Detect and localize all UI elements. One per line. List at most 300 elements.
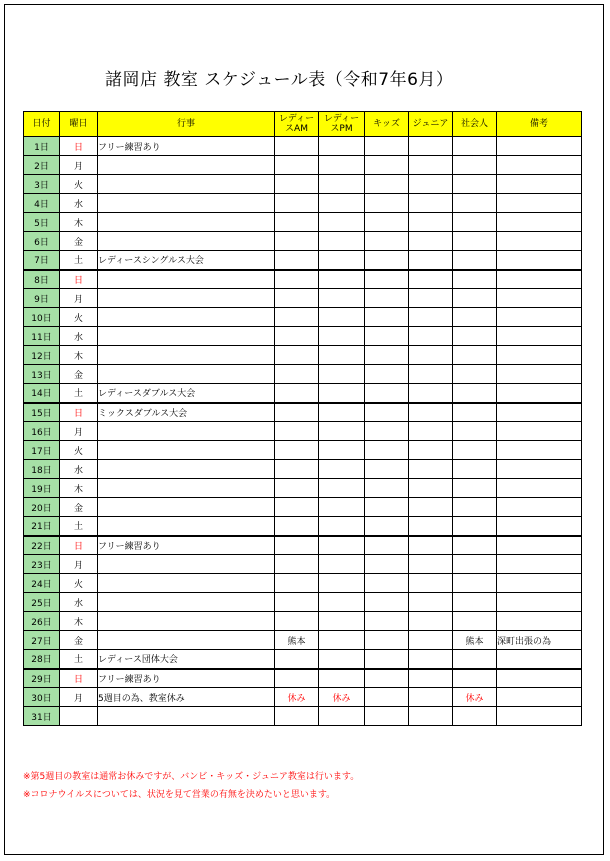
weekday-cell: 日 [60,137,98,156]
table-row [24,593,582,612]
schedule-sheet [4,4,604,855]
table-row [24,479,582,498]
adult-cell [453,289,497,308]
kids-cell [365,612,409,631]
ladies-pm-cell [319,213,365,232]
header-row [24,112,582,137]
kids-cell [365,669,409,688]
table-row [24,175,582,194]
junior-cell [409,365,453,384]
date-cell: 6日 [24,232,60,251]
date-cell: 21日 [24,517,60,536]
remarks-cell [497,365,582,384]
weekday-cell: 土 [60,384,98,403]
ladies-pm-cell [319,441,365,460]
date-cell: 3日 [24,175,60,194]
junior-cell [409,688,453,707]
table-row [24,213,582,232]
ladies-pm-cell [319,194,365,213]
table-row [24,137,582,156]
date-cell: 1日 [24,137,60,156]
event-cell [98,441,275,460]
date-cell: 16日 [24,422,60,441]
ladies-pm-cell [319,422,365,441]
ladies-am-cell [275,650,319,669]
ladies-am-cell [275,669,319,688]
junior-cell [409,232,453,251]
table-row [24,403,582,422]
ladies-pm-cell [319,574,365,593]
event-cell: レディースシングルス大会 [98,251,275,270]
weekday-cell: 土 [60,251,98,270]
adult-cell [453,346,497,365]
weekday-cell: 金 [60,631,98,650]
remarks-cell [497,688,582,707]
ladies-pm-cell: 休み [319,688,365,707]
remarks-cell [497,175,582,194]
weekday-cell: 日 [60,270,98,289]
junior-cell [409,574,453,593]
table-row [24,156,582,175]
remarks-cell [497,137,582,156]
table-row [24,194,582,213]
kids-cell [365,460,409,479]
adult-cell [453,498,497,517]
junior-cell [409,479,453,498]
weekday-cell: 火 [60,175,98,194]
ladies-pm-cell [319,384,365,403]
ladies-pm-cell [319,612,365,631]
adult-cell [453,650,497,669]
date-cell: 26日 [24,612,60,631]
adult-cell [453,612,497,631]
event-cell [98,346,275,365]
adult-cell [453,251,497,270]
kids-cell [365,137,409,156]
junior-cell [409,308,453,327]
date-cell: 9日 [24,289,60,308]
table-row [24,327,582,346]
weekday-cell: 木 [60,479,98,498]
remarks-cell [497,669,582,688]
adult-cell [453,479,497,498]
header-junior: ジュニア [409,112,453,137]
adult-cell [453,194,497,213]
weekday-cell: 水 [60,194,98,213]
event-cell: フリー練習あり [98,536,275,555]
remarks-cell [497,403,582,422]
adult-cell [453,327,497,346]
junior-cell [409,707,453,726]
kids-cell [365,403,409,422]
remarks-cell [497,612,582,631]
event-cell [98,289,275,308]
event-cell [98,422,275,441]
junior-cell [409,403,453,422]
adult-cell [453,517,497,536]
ladies-am-cell [275,612,319,631]
weekday-cell: 土 [60,650,98,669]
ladies-am-cell [275,460,319,479]
event-cell [98,498,275,517]
ladies-pm-cell [319,479,365,498]
junior-cell [409,270,453,289]
junior-cell [409,384,453,403]
junior-cell [409,213,453,232]
ladies-pm-cell [319,251,365,270]
event-cell [98,517,275,536]
ladies-pm-cell [319,156,365,175]
event-cell [98,327,275,346]
table-row [24,517,582,536]
event-cell: 5週目の為、教室休み [98,688,275,707]
weekday-cell: 水 [60,460,98,479]
header-remarks: 備考 [497,112,582,137]
date-cell: 18日 [24,460,60,479]
junior-cell [409,517,453,536]
ladies-pm-cell [319,498,365,517]
adult-cell [453,156,497,175]
event-cell [98,612,275,631]
event-cell [98,555,275,574]
weekday-cell: 火 [60,308,98,327]
junior-cell [409,289,453,308]
event-cell [98,156,275,175]
ladies-am-cell [275,574,319,593]
table-row [24,688,582,707]
remarks-cell [497,308,582,327]
date-cell: 30日 [24,688,60,707]
adult-cell [453,403,497,422]
header-ladies-am-label: レディー スAM [278,114,315,134]
remarks-cell [497,536,582,555]
event-cell [98,460,275,479]
event-cell [98,631,275,650]
event-cell: フリー練習あり [98,669,275,688]
weekday-cell: 木 [60,213,98,232]
table-row [24,669,582,688]
adult-cell [453,232,497,251]
ladies-pm-cell [319,669,365,688]
junior-cell [409,251,453,270]
adult-cell [453,137,497,156]
ladies-am-cell: 休み [275,688,319,707]
remarks-cell [497,422,582,441]
event-cell [98,213,275,232]
ladies-am-cell [275,422,319,441]
kids-cell [365,517,409,536]
date-cell: 20日 [24,498,60,517]
ladies-pm-cell [319,517,365,536]
remarks-cell [497,194,582,213]
remarks-cell [497,213,582,232]
ladies-pm-cell [319,270,365,289]
header-event: 行事 [98,112,275,137]
remarks-cell [497,650,582,669]
weekday-cell: 月 [60,156,98,175]
ladies-pm-cell [319,707,365,726]
adult-cell [453,175,497,194]
ladies-am-cell [275,479,319,498]
kids-cell [365,308,409,327]
table-row [24,441,582,460]
adult-cell: 熊本 [453,631,497,650]
junior-cell [409,137,453,156]
weekday-cell: 金 [60,365,98,384]
remarks-cell [497,460,582,479]
adult-cell [453,441,497,460]
kids-cell [365,479,409,498]
table-row [24,707,582,726]
ladies-am-cell [275,232,319,251]
remarks-cell [497,498,582,517]
adult-cell [453,593,497,612]
adult-cell [453,308,497,327]
ladies-am-cell [275,593,319,612]
ladies-am-cell [275,498,319,517]
kids-cell [365,536,409,555]
table-row [24,555,582,574]
kids-cell [365,156,409,175]
header-date: 日付 [24,112,60,137]
junior-cell [409,460,453,479]
remarks-cell [497,289,582,308]
date-cell: 14日 [24,384,60,403]
date-cell: 2日 [24,156,60,175]
date-cell: 11日 [24,327,60,346]
date-cell: 12日 [24,346,60,365]
event-cell [98,479,275,498]
header-ladies-am [275,112,319,137]
junior-cell [409,156,453,175]
table-row [24,232,582,251]
ladies-am-cell [275,707,319,726]
ladies-am-cell: 熊本 [275,631,319,650]
date-cell: 13日 [24,365,60,384]
adult-cell [453,422,497,441]
remarks-cell [497,156,582,175]
adult-cell: 休み [453,688,497,707]
ladies-am-cell [275,346,319,365]
header-kids: キッズ [365,112,409,137]
date-cell: 28日 [24,650,60,669]
remarks-cell [497,441,582,460]
kids-cell [365,422,409,441]
notes [23,768,359,804]
date-cell: 19日 [24,479,60,498]
weekday-cell: 月 [60,422,98,441]
remarks-cell [497,270,582,289]
weekday-cell: 水 [60,593,98,612]
date-cell: 27日 [24,631,60,650]
table-row [24,251,582,270]
junior-cell [409,669,453,688]
remarks-cell [497,593,582,612]
adult-cell [453,270,497,289]
table-row [24,650,582,669]
remarks-cell [497,707,582,726]
table-row [24,422,582,441]
weekday-cell: 火 [60,574,98,593]
adult-cell [453,555,497,574]
kids-cell [365,327,409,346]
ladies-am-cell [275,175,319,194]
event-cell [98,707,275,726]
remarks-cell [497,517,582,536]
weekday-cell: 月 [60,688,98,707]
ladies-pm-cell [319,346,365,365]
ladies-pm-cell [319,232,365,251]
table-row [24,289,582,308]
date-cell: 5日 [24,213,60,232]
date-cell: 4日 [24,194,60,213]
kids-cell [365,688,409,707]
date-cell: 17日 [24,441,60,460]
ladies-am-cell [275,403,319,422]
remarks-cell: 深町出張の為 [497,631,582,650]
table-row [24,612,582,631]
junior-cell [409,612,453,631]
junior-cell [409,631,453,650]
table-row [24,460,582,479]
kids-cell [365,574,409,593]
ladies-am-cell [275,555,319,574]
ladies-am-cell [275,289,319,308]
date-cell: 29日 [24,669,60,688]
header-ladies-pm-label: レディー スPM [323,114,360,134]
kids-cell [365,232,409,251]
table-row [24,574,582,593]
table-row [24,536,582,555]
junior-cell [409,441,453,460]
kids-cell [365,631,409,650]
table-row [24,365,582,384]
table-row [24,308,582,327]
remarks-cell [497,555,582,574]
ladies-pm-cell [319,403,365,422]
ladies-am-cell [275,327,319,346]
weekday-cell: 日 [60,403,98,422]
ladies-pm-cell [319,327,365,346]
weekday-cell: 水 [60,327,98,346]
table-row [24,270,582,289]
junior-cell [409,327,453,346]
kids-cell [365,555,409,574]
remarks-cell [497,251,582,270]
kids-cell [365,213,409,232]
remarks-cell [497,327,582,346]
ladies-pm-cell [319,631,365,650]
ladies-pm-cell [319,650,365,669]
ladies-am-cell [275,384,319,403]
kids-cell [365,441,409,460]
event-cell: フリー練習あり [98,137,275,156]
kids-cell [365,270,409,289]
weekday-cell: 日 [60,669,98,688]
weekday-cell: 月 [60,289,98,308]
date-cell: 25日 [24,593,60,612]
ladies-pm-cell [319,555,365,574]
adult-cell [453,574,497,593]
adult-cell [453,536,497,555]
note-line: ※第5週目の教室は通常お休みですが、バンビ・キッズ・ジュニア教室は行います。 [23,772,360,782]
table-row [24,346,582,365]
ladies-am-cell [275,194,319,213]
remarks-cell [497,384,582,403]
event-cell: レディース団体大会 [98,650,275,669]
kids-cell [365,194,409,213]
junior-cell [409,536,453,555]
event-cell [98,232,275,251]
ladies-pm-cell [319,289,365,308]
event-cell [98,593,275,612]
kids-cell [365,593,409,612]
event-cell: ミックスダブルス大会 [98,403,275,422]
ladies-am-cell [275,156,319,175]
header-ladies-pm [319,112,365,137]
event-cell [98,308,275,327]
kids-cell [365,384,409,403]
note-line: ※コロナウイルスについては、状況を見て営業の有無を決めたいと思います。 [23,790,336,800]
event-cell: レディースダブルス大会 [98,384,275,403]
kids-cell [365,650,409,669]
table-row [24,384,582,403]
adult-cell [453,460,497,479]
ladies-am-cell [275,308,319,327]
kids-cell [365,175,409,194]
weekday-cell: 木 [60,346,98,365]
junior-cell [409,422,453,441]
kids-cell [365,365,409,384]
event-cell [98,194,275,213]
event-cell [98,270,275,289]
ladies-pm-cell [319,365,365,384]
adult-cell [453,365,497,384]
ladies-am-cell [275,270,319,289]
ladies-pm-cell [319,175,365,194]
junior-cell [409,175,453,194]
ladies-am-cell [275,137,319,156]
remarks-cell [497,574,582,593]
event-cell [98,175,275,194]
ladies-am-cell [275,251,319,270]
junior-cell [409,498,453,517]
junior-cell [409,194,453,213]
ladies-am-cell [275,517,319,536]
weekday-cell: 土 [60,517,98,536]
junior-cell [409,650,453,669]
ladies-pm-cell [319,536,365,555]
date-cell: 8日 [24,270,60,289]
adult-cell [453,669,497,688]
date-cell: 15日 [24,403,60,422]
date-cell: 22日 [24,536,60,555]
date-cell: 23日 [24,555,60,574]
ladies-pm-cell [319,460,365,479]
date-cell: 7日 [24,251,60,270]
weekday-cell [60,707,98,726]
schedule-body [24,137,582,726]
weekday-cell: 日 [60,536,98,555]
weekday-cell: 月 [60,555,98,574]
date-cell: 31日 [24,707,60,726]
remarks-cell [497,346,582,365]
kids-cell [365,707,409,726]
event-cell [98,574,275,593]
ladies-pm-cell [319,308,365,327]
adult-cell [453,384,497,403]
ladies-pm-cell [319,137,365,156]
